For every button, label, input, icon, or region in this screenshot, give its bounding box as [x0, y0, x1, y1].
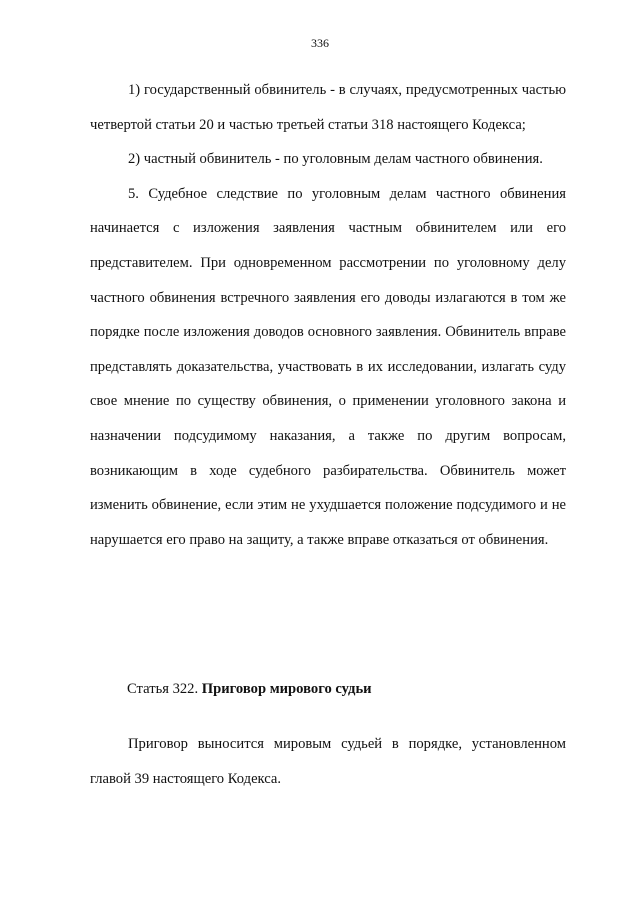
paragraph-item-1: 1) государственный обвинитель - в случаях, предусмотренных частью четвертой статьи 20 и частью третьей статьи 318 настоящего Кодекса;: [90, 82, 566, 133]
paragraph-item-2: 2) частный обвинитель - по уголовным делам частного обвинения.: [128, 151, 543, 168]
article-body: [90, 727, 566, 796]
article-label: Статья 322.: [127, 681, 199, 697]
article-title: Приговор мирового судьи: [201, 681, 372, 697]
document-body: [90, 73, 566, 557]
article-heading: [127, 672, 372, 707]
paragraph-item-5: 5. Судебное следствие по уголовным делам частного обвинения начинается с изложения заявления частным обвинителем или его представителем. При одновременном рассмотрении по уголовному делу частного обвинения встречного заявления его доводы излагаются в том же порядке после изложения доводов основного заявления. Обвинитель вправе представлять доказательства, участвовать в их исследовании, излагать суду свое мнение по существу обвинения, о применении уголовного закона и назначении подсудимому наказания, а также по другим вопросам, возникающим в ходе судебного разбирательства. Обвинитель может изменить обвинение, если этим не ухудшается положение подсудимого и не нарушается его право на защиту, а также вправе отказаться от обвинения.: [90, 185, 566, 548]
page-number: 336: [311, 36, 329, 50]
article-paragraph: Приговор выносится мировым судьей в порядке, установленном главой 39 настоящего Кодекса.: [90, 736, 566, 787]
